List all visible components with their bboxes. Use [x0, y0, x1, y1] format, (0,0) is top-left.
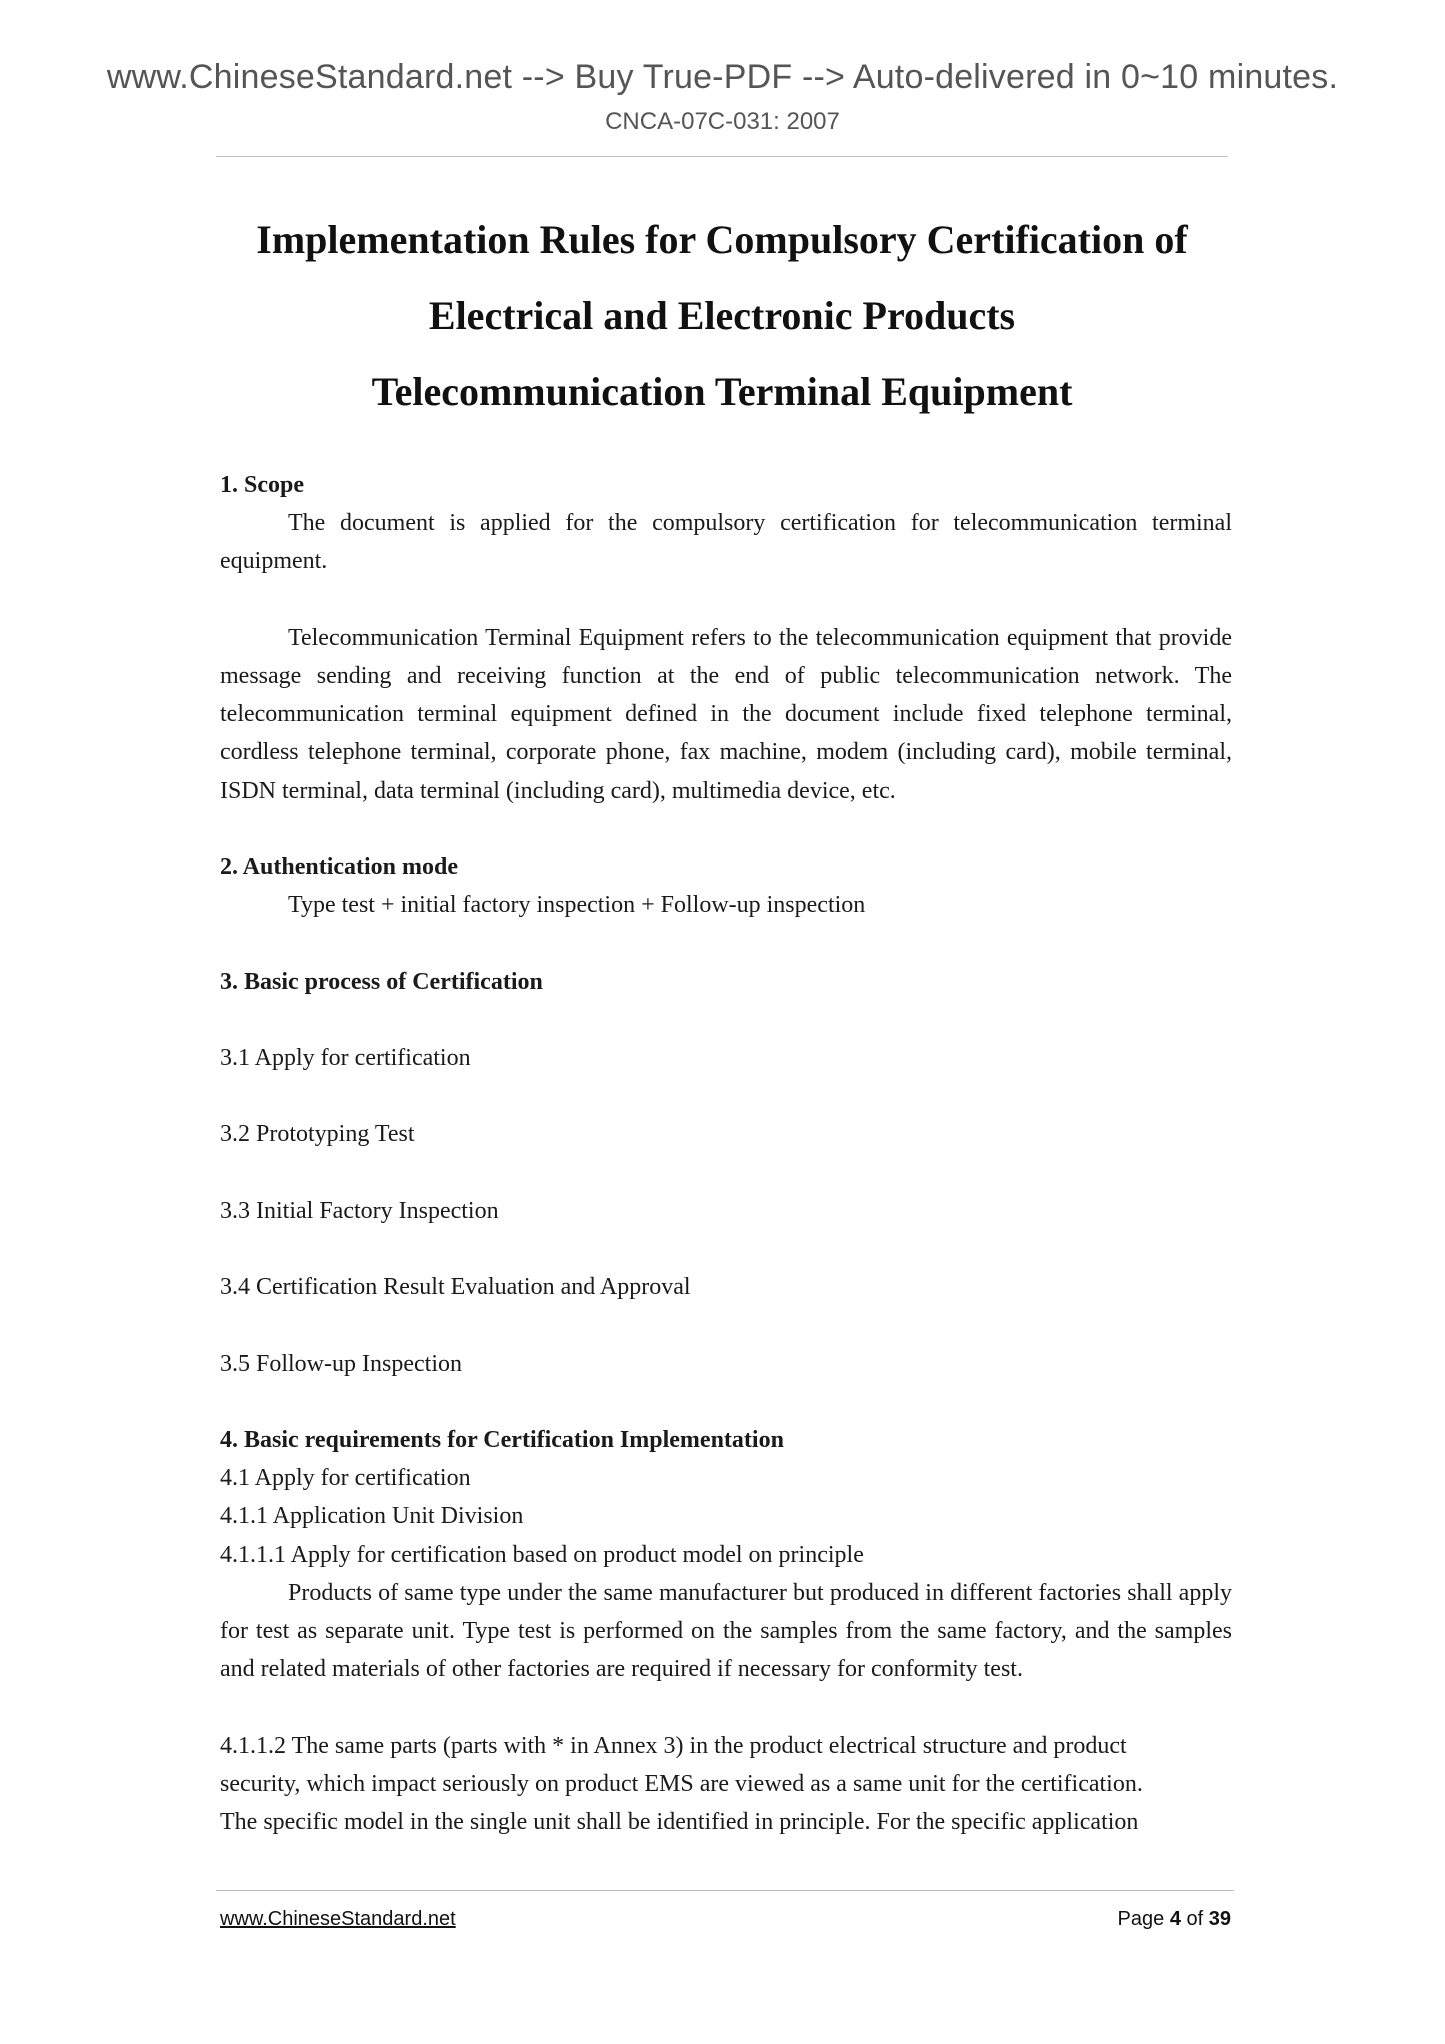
process-item-3-2: 3.2 Prototyping Test — [220, 1121, 415, 1148]
process-item-3-3: 3.3 Initial Factory Inspection — [220, 1197, 499, 1224]
document-body — [220, 466, 1232, 1841]
section-heading-authentication: 2. Authentication mode — [220, 854, 459, 880]
header-divider — [216, 156, 1228, 157]
page-current: 4 — [1169, 1908, 1181, 1930]
section-heading-process: 3. Basic process of Certification — [220, 968, 543, 995]
requirement-4-1-1-2-line-1: 4.1.1.2 The same parts (parts with * in Annex 3) in the product electrical structure and product — [220, 1732, 1127, 1759]
requirement-4-1-1-2-line-3: The specific model in the single unit shall be identified in principle. For the specific application — [220, 1808, 1139, 1835]
requirement-4-1-1: 4.1.1 Application Unit Division — [220, 1503, 524, 1530]
top-banner: www.ChineseStandard.net --> Buy True-PDF --> Auto-delivered in 0~10 minutes. — [106, 58, 1339, 96]
page-label: Page — [1117, 1908, 1165, 1930]
requirement-4-1-1-2-line-2: security, which impact seriously on product EMS are viewed as a same unit for the certification. — [220, 1770, 1143, 1797]
requirement-4-1-1-1: 4.1.1.1 Apply for certification based on product model on principle — [220, 1541, 864, 1568]
page-indicator — [1118, 1908, 1231, 1931]
section-heading-scope: 1. Scope — [220, 472, 304, 498]
authentication-mode-text: Type test + initial factory inspection + Follow-up inspection — [288, 892, 866, 919]
process-item-3-1: 3.1 Apply for certification — [220, 1044, 471, 1071]
section-heading-requirements: 4. Basic requirements for Certification Implementation — [220, 1426, 784, 1453]
title-line-2: Electrical and Electronic Products — [428, 293, 1016, 338]
footer-website-link[interactable]: www.ChineseStandard.net — [220, 1908, 456, 1930]
page-of: of — [1186, 1908, 1204, 1930]
page-total: 39 — [1208, 1908, 1231, 1930]
requirement-4-1: 4.1 Apply for certification — [220, 1465, 471, 1492]
requirement-4-1-1-1-paragraph: Products of same type under the same manufacturer but produced in different factories shall apply for test as separate unit. Type test is performed on the samples from the same factory, and the samples and related materials of other factories are required if necessary for conformity test. — [220, 1579, 1232, 1683]
process-item-3-4: 3.4 Certification Result Evaluation and Approval — [220, 1274, 691, 1301]
document-number: CNCA-07C-031: 2007 — [605, 108, 840, 135]
title-line-3: Telecommunication Terminal Equipment — [371, 369, 1073, 414]
footer-divider — [216, 1890, 1234, 1891]
scope-paragraph-2: Telecommunication Terminal Equipment refers to the telecommunication equipment that provide message sending and receiving function at the end of public telecommunication network. The telecommunication terminal equipment defined in the document include fixed telephone terminal, cordless telephone terminal, corporate phone, fax machine, modem (including card), mobile terminal, ISDN terminal, data terminal (including card), multimedia device, etc. — [220, 624, 1232, 804]
scope-paragraph-1: The document is applied for the compulsory certification for telecommunication terminal equipment. — [220, 510, 1232, 575]
process-item-3-5: 3.5 Follow-up Inspection — [220, 1350, 462, 1377]
title-line-1: Implementation Rules for Compulsory Certification of — [256, 217, 1188, 262]
